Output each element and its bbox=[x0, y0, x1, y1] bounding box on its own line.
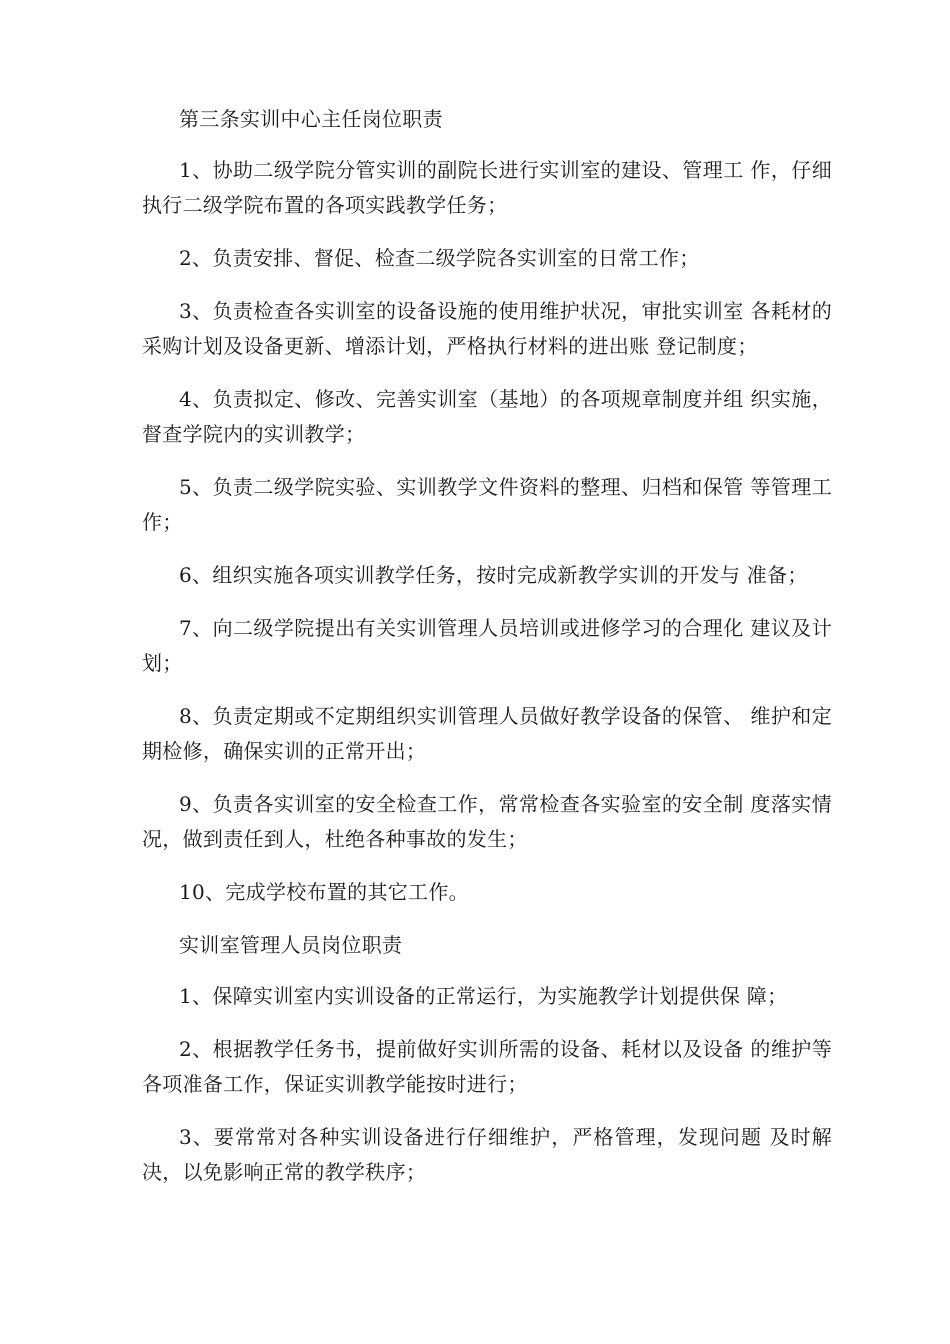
duty-item: 6、组织实施各项实训教学任务，按时完成新教学实训的开发与 准备； bbox=[179, 563, 808, 587]
section-heading: 实训室管理人员岗位职责 bbox=[179, 933, 403, 957]
duty-item: 4、负责拟定、修改、完善实训室（基地）的各项规章制度并组 织实施，督查学院内的实训教学； bbox=[142, 387, 832, 446]
section-heading: 第三条实训中心主任岗位职责 bbox=[179, 107, 443, 131]
duty-item: 8、负责定期或不定期组织实训管理人员做好教学设备的保管、 维护和定期检修，确保实训的正常开出； bbox=[142, 704, 832, 763]
duty-item: 3、负责检查各实训室的设备设施的使用维护状况，审批实训室 各耗材的采购计划及设备更新、增添计划，严格执行材料的进出账 登记制度； bbox=[142, 299, 832, 358]
duty-item: 2、根据教学任务书，提前做好实训所需的设备、耗材以及设备 的维护等各项准备工作，保证实训教学能按时进行； bbox=[142, 1037, 832, 1096]
duty-item: 10、完成学校布置的其它工作。 bbox=[179, 880, 469, 904]
duty-item: 5、负责二级学院实验、实训教学文件资料的整理、归档和保管 等管理工作； bbox=[142, 475, 832, 534]
duty-item: 1、保障实训室内实训设备的正常运行，为实施教学计划提供保 障； bbox=[179, 984, 788, 1008]
duty-item: 7、向二级学院提出有关实训管理人员培训或进修学习的合理化 建议及计划； bbox=[142, 616, 832, 675]
duty-item: 3、要常常对各种实训设备进行仔细维护，严格管理，发现问题 及时解决，以免影响正常的教学秩序； bbox=[142, 1125, 832, 1184]
document-page bbox=[142, 102, 832, 1208]
duty-item: 9、负责各实训室的安全检查工作，常常检查各实验室的安全制 度落实情况，做到责任到人，杜绝各种事故的发生； bbox=[142, 792, 832, 851]
duty-item: 1、协助二级学院分管实训的副院长进行实训室的建设、管理工 作，仔细执行二级学院布置的各项实践教学任务； bbox=[142, 158, 832, 217]
duty-item: 2、负责安排、督促、检查二级学院各实训室的日常工作； bbox=[179, 246, 700, 270]
